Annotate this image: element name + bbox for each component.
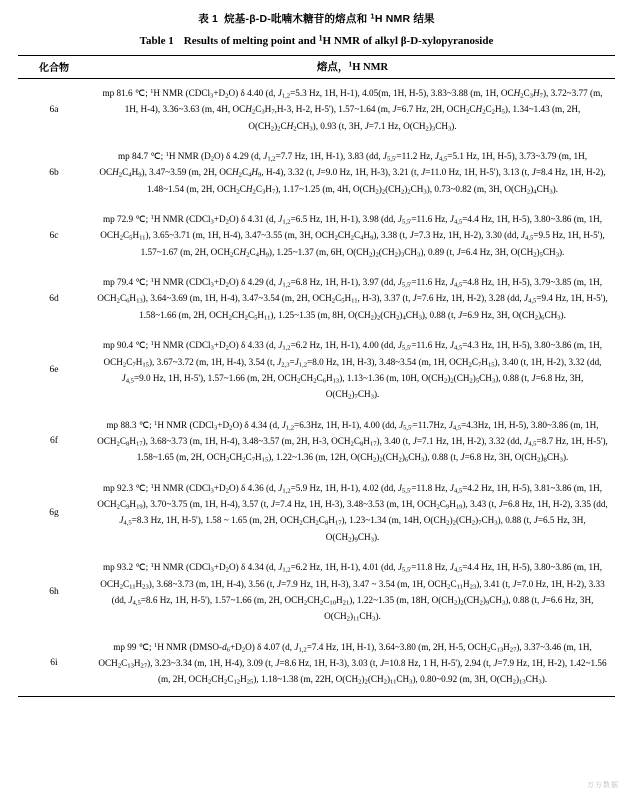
table-caption-en — [18, 33, 615, 48]
table-row — [18, 205, 615, 268]
nmr-data-cell: mp 90.4 ℃; $^1$H NMR $(CDCl_3+D_2O)$ δ 4.33 (d, $J_{1,2}=6.2$ Hz, 1H, H-1), 4.00 (dd, $J_{5,5'}=11.6$ Hz, $J_{4,5}=4.3$ Hz, 1H, H-5), 3.80~3.86 (m, 1H, $OCH_2C_7H_{15}$), 3.67~3.72 (m, 1H, H-4), 3.54 (t, $J_{2,3}=J_{1,2}=8.0$ Hz, 1H, H-3), 3.48~3.54 (m, 1H, $OCH_2C_7H_{15}$), 3.40 (t, 1H, H-2), 3.32 (dd, $J_{4,5}=9.0$ Hz, 1H, H-5'), 1.57~1.66 (m, 2H, $OCH_2CH_2C_6H_{13}$), 1.13~1.36 (m, 10H, $O(CH_2)_2(CH_2)_5CH_3$), 0.88 (t, J=6.8 Hz, 3H, $O(CH_2)_7CH_3$). — [102, 340, 603, 401]
table-header-row — [18, 55, 615, 78]
table-row — [18, 142, 615, 205]
compound-id: 6d — [49, 293, 59, 304]
table-row — [18, 331, 615, 410]
nmr-data-cell: mp 93.2 ℃; $^1$H NMR $(CDCl_3+D_2O)$ δ 4.34 (d, $J_{1,2}=6.2$ Hz, 1H, H-1), 4.01 (dd, $J_{5,5'}=11.8$ Hz, $J_{4,5}=4.4$ Hz, 1H, H-5), 3.80~3.86 (m, 1H, $OCH_2C_{11}H_{23}$), 3.68~3.73 (m, 1H, H-4), 3.56 (t, J=7.9 Hz, 1H, H-3), 3.47 ~ 3.54 (m, 1H, $OCH_2C_{11}H_{23}$), 3.41 (t, J=7.0 Hz, 1H, H-2), 3.33 (dd, $J_{4,5}=8.6$ Hz, 1H, H-5'), 1.57~1.66 (m, 2H, $OCH_2CH_2C_{10}H_{21}$), 1.22~1.35 (m, 18H, $O(CH_2)_2(CH_2)_9CH_3$), 0.88 (t, J=6.6 Hz, 3H, $O(CH_2)_{11}CH_3$). — [100, 562, 605, 623]
column-header-compound: 化合物 — [18, 55, 90, 78]
compound-id: 6f — [50, 436, 58, 447]
nmr-results-table — [18, 55, 615, 697]
nmr-data-cell: mp 92.3 ℃; $^1$H NMR $(CDCl_3+D_2O)$ δ 4.36 (d, $J_{1,2}=5.9$ Hz, 1H, H-1), 4.02 (dd, $J_{5,5'}=11.8$ Hz, $J_{4,5}=4.2$ Hz, 1H, H-5), 3.81~3.86 (m, 1H, $OCH_2C_9H_{19}$), 3.70~3.75 (m, 1H, H-4), 3.57 (t, J=7.4 Hz, 1H, H-3), 3.48~3.53 (m, 1H, $OCH_2C_9H_{19}$), 3.43 (t, J=6.8 Hz, 1H, H-2), 3.35 (dd, $J_{4,5}=8.3$ Hz, 1H, H-5'), 1.58 ~ 1.65 (m, 2H, $OCH_2CH_2C_8H_{17}$), 1.23~1.34 (m, 14H, $O(CH_2)_2(CH_2)_7CH_3$), 0.88 (t, J=6.5 Hz, 3H, $O(CH_2)_9CH_3$). — [97, 482, 608, 544]
compound-id: 6b — [49, 167, 59, 178]
nmr-data-cell: mp 84.7 ℃; $^1$H NMR $(D_2O)$ δ 4.29 (d, $J_{1,2}=7.7$ Hz, 1H, H-1), 3.83 (dd, $J_{5,5'}=11.2$ Hz, $J_{4,5}=5.1$ Hz, 1H, H-5), 3.73~3.79 (m, 1H, $OCH_2C_4H_9$), 3.47~3.59 (m, 2H, $OCH_2C_4H_9$, H-4), 3.32 (t, J=9.0 Hz, 1H, H-3), 3.21 (t, J=11.0 Hz, 1H, H-5'), 3.13 (t, J=8.4 Hz, 1H, H-2), 1.48~1.54 (m, 2H, $OCH_2CH_2C_3H_7$), 1.17~1.25 (m, 4H, $O(CH_2)_2(CH_2)_2CH_3$), 0.73~0.82 (m, 3H, $O(CH_2)_4CH_3$). — [99, 150, 606, 196]
column-header-nmr: 熔点，$^1$H NMR — [90, 55, 615, 78]
table-caption-cn-text: 烷基-β-D-吡喃木糖苷的熔点和 $^1$H NMR 结果 — [224, 12, 435, 26]
nmr-data-cell: mp 72.9 ℃; $^1$H NMR $(CDCl_3+D_2O)$ δ 4.31 (d, $J_{1,2}=6.5$ Hz, 1H, H-1), 3.98 (dd, $J_{5,5'}=11.6$ Hz, $J_{4,5}=4.4$ Hz, 1H, H-5), 3.80~3.86 (m, 1H, $OCH_2C_5H_{11}$), 3.65~3.71 (m, 1H, H-4), 3.47~3.55 (m, 3H, $OCH_2CH_2C_4H_9$), 3.38 (t, J=7.3 Hz, 1H, H-2), 3.30 (dd, $J_{4,5}=9.5$ Hz, 1H, H-5'), 1.57~1.67 (m, 2H, $OCH_2CH_2C_4H_9$), 1.25~1.37 (m, 6H, $O(CH_2)_2(CH_2)_3CH_3$), 0.89 (t, J=6.4 Hz, 3H, $O(CH_2)_5CH_3$). — [100, 214, 605, 259]
table-caption-cn — [18, 12, 615, 27]
nmr-data-cell: mp 79.4 ℃; $^1$H NMR $(CDCl_3+D_2O)$ δ 4.29 (d, $J_{1,2}=6.8$ Hz, 1H, H-1), 3.97 (dd, $J_{5,5'}=11.6$ Hz, $J_{4,5}=4.8$ Hz, 1H, H-5), 3.79~3.85 (m, 1H, $OCH_2C_6H_{13}$), 3.64~3.69 (m, 1H, H-4), 3.47~3.54 (m, 2H, $OCH_2C_5H_{11}$, H-3), 3.37 (t, J=7.6 Hz, 1H, H-2), 3.28 (dd, $J_{4,5}=9.4$ Hz, 1H, H-5'), 1.58~1.66 (m, 2H, $OCH_2CH_2C_5H_{11}$), 1.25~1.35 (m, 8H, $O(CH_2)_2(CH_2)_4CH_3$), 0.88 (t, J=6.9 Hz, 3H, $O(CH_2)_6CH_3$). — [97, 277, 608, 322]
compound-id: 6i — [18, 633, 90, 697]
compound-id: 6g — [49, 507, 59, 518]
table-row — [18, 78, 615, 142]
nmr-data-cell: mp 99 ℃; $^1$H NMR $(DMSO-d_6+D_2O)$ δ 4.07 (d, $J_{1,2}=7.4$ Hz, 1H, H-1), 3.64~3.80 (m, 2H, H-5, $OCH_2C_{13}H_{27}$), 3.37~3.46 (m, 1H, $OCH_2C_{13}H_{27}$), 3.23~3.34 (m, 1H, H-4), 3.09 (t, J=8.6 Hz, 1H, H-3), 3.03 (t, J=10.8 Hz, 1 H, H-5'), 2.94 (t, J=7.9 Hz, 1H, H-2), 1.42~1.56 (m, 2H, $OCH_2CH_2C_{12}H_{25}$), 1.18~1.38 (m, 22H, $O(CH_2)_2(CH_2)_{11}CH_3$), 0.80~0.92 (m, 3H, $O(CH_2)_{13}CH_3$). — [90, 633, 615, 697]
nmr-data-cell: mp 81.6 ℃; $^1$H NMR $(CDCl_3+D_2O)$ δ 4.40 (d, $J_{1,2}=5.3$ Hz, 1H, H-1), 4.05(m, 1H, H-5), 3.83~3.88 (m, 1H, $OCH_2C_3H_7$), 3.72~3.77 (m, 1H, H-4), 3.36~3.63 (m, 4H, $OCH_2C_3H_7,H-3$, H-2, H-5'), 1.57~1.64 (m, J=6.7 Hz, 2H, $OCH_2CH_2C_2H_5$), 1.34~1.43 (m, 2H, $O(CH_2)_2CH_2CH_3$), 0.93 (t, 3H, J=7.1 Hz, $O(CH_2)_3CH_3$). — [102, 87, 603, 133]
watermark: 万方数据 — [587, 781, 619, 789]
nmr-data-cell: mp 88.3 ℃; $^1$H NMR $(CDCl_3+D_2O)$ δ 4.34 (d, $J_{1,2}=6.3Hz$, 1H, H-1), 4.00 (dd, $J_{5,5'}=11.7Hz$, $J_{4,5}=4.3Hz$, 1H, H-5), 3.80~3.86 (m, 1H, $OCH_2C_8H_{17}$), 3.68~3.73 (m, 1H, H-4), 3.48~3.57 (m, 2H, H-3, $OCH_2C_8H_{17}$), 3.40 (t, J=7.1 Hz, 1H, H-2), 3.32 (dd, $J_{4,5}=8.7$ Hz, 1H, H-5'), 1.58~1.65 (m, 2H, $OCH_2CH_2C_7H_{15}$), 1.22~1.36 (m, 12H, $O(CH_2)_2(CH_2)_6CH_3$), 0.88 (t, J=6.8 Hz, 3H, $O(CH_2)_8CH_3$). — [97, 419, 608, 464]
table-row — [18, 553, 615, 632]
table-caption-cn-label: 表 1 — [198, 13, 219, 26]
table-row — [18, 474, 615, 553]
table-caption-en-text: Results of melting point and $^1$H NMR of alkyl β-D-xylopyranoside — [183, 33, 494, 47]
compound-id: 6h — [49, 587, 59, 598]
table-row — [18, 633, 615, 697]
table-row — [18, 268, 615, 331]
table-row — [18, 411, 615, 474]
table-body — [18, 78, 615, 696]
compound-id: 6e — [49, 365, 59, 376]
compound-id: 6a — [49, 104, 59, 115]
table-caption-en-label: Table 1 — [139, 34, 174, 47]
compound-id: 6c — [49, 230, 59, 241]
